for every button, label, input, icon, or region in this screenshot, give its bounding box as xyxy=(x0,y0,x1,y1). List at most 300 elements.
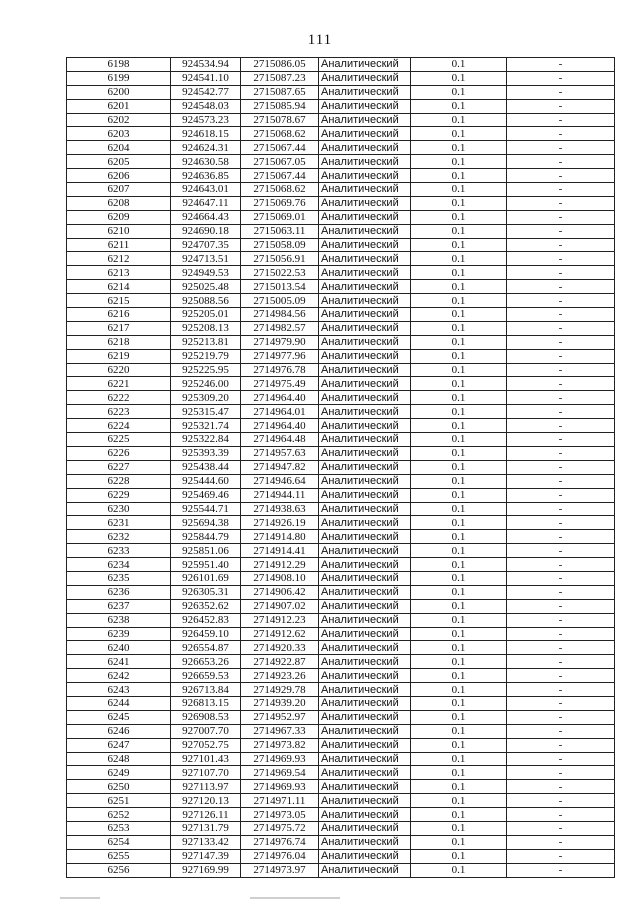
accuracy-cell: 0.1 xyxy=(411,821,507,835)
method-cell: Аналитический xyxy=(319,752,411,766)
method-cell: Аналитический xyxy=(319,530,411,544)
x-coordinate-cell: 926101.69 xyxy=(171,571,241,585)
method-cell: Аналитический xyxy=(319,488,411,502)
accuracy-cell: 0.1 xyxy=(411,808,507,822)
method-cell: Аналитический xyxy=(319,683,411,697)
method-cell: Аналитический xyxy=(319,460,411,474)
accuracy-cell: 0.1 xyxy=(411,710,507,724)
point-number-cell: 6239 xyxy=(67,627,171,641)
y-coordinate-cell: 2715087.23 xyxy=(241,71,319,85)
method-cell: Аналитический xyxy=(319,863,411,877)
y-coordinate-cell: 2714957.63 xyxy=(241,446,319,460)
y-coordinate-cell: 2715087.65 xyxy=(241,85,319,99)
y-coordinate-cell: 2714939.20 xyxy=(241,696,319,710)
table-row xyxy=(67,641,615,655)
accuracy-cell: 0.1 xyxy=(411,85,507,99)
method-cell: Аналитический xyxy=(319,641,411,655)
y-coordinate-cell: 2714912.62 xyxy=(241,627,319,641)
point-number-cell: 6205 xyxy=(67,155,171,169)
point-number-cell: 6200 xyxy=(67,85,171,99)
point-number-cell: 6209 xyxy=(67,210,171,224)
accuracy-cell: 0.1 xyxy=(411,280,507,294)
point-number-cell: 6204 xyxy=(67,141,171,155)
note-cell: - xyxy=(507,571,615,585)
note-cell: - xyxy=(507,738,615,752)
accuracy-cell: 0.1 xyxy=(411,308,507,322)
y-coordinate-cell: 2714952.97 xyxy=(241,710,319,724)
note-cell: - xyxy=(507,405,615,419)
accuracy-cell: 0.1 xyxy=(411,377,507,391)
x-coordinate-cell: 927147.39 xyxy=(171,849,241,863)
accuracy-cell: 0.1 xyxy=(411,266,507,280)
accuracy-cell: 0.1 xyxy=(411,655,507,669)
accuracy-cell: 0.1 xyxy=(411,863,507,877)
point-number-cell: 6252 xyxy=(67,808,171,822)
y-coordinate-cell: 2715078.67 xyxy=(241,113,319,127)
point-number-cell: 6219 xyxy=(67,349,171,363)
method-cell: Аналитический xyxy=(319,849,411,863)
table-row xyxy=(67,71,615,85)
y-coordinate-cell: 2714938.63 xyxy=(241,502,319,516)
x-coordinate-cell: 927131.79 xyxy=(171,821,241,835)
y-coordinate-cell: 2715068.62 xyxy=(241,127,319,141)
x-coordinate-cell: 924949.53 xyxy=(171,266,241,280)
y-coordinate-cell: 2714907.02 xyxy=(241,599,319,613)
method-cell: Аналитический xyxy=(319,85,411,99)
note-cell: - xyxy=(507,696,615,710)
x-coordinate-cell: 925851.06 xyxy=(171,544,241,558)
method-cell: Аналитический xyxy=(319,196,411,210)
point-number-cell: 6226 xyxy=(67,446,171,460)
method-cell: Аналитический xyxy=(319,252,411,266)
accuracy-cell: 0.1 xyxy=(411,183,507,197)
table-row xyxy=(67,419,615,433)
table-row xyxy=(67,808,615,822)
accuracy-cell: 0.1 xyxy=(411,419,507,433)
y-coordinate-cell: 2714975.49 xyxy=(241,377,319,391)
point-number-cell: 6206 xyxy=(67,169,171,183)
table-row xyxy=(67,724,615,738)
point-number-cell: 6211 xyxy=(67,238,171,252)
x-coordinate-cell: 925219.79 xyxy=(171,349,241,363)
table-row xyxy=(67,99,615,113)
note-cell: - xyxy=(507,502,615,516)
method-cell: Аналитический xyxy=(319,99,411,113)
y-coordinate-cell: 2714926.19 xyxy=(241,516,319,530)
method-cell: Аналитический xyxy=(319,710,411,724)
method-cell: Аналитический xyxy=(319,558,411,572)
accuracy-cell: 0.1 xyxy=(411,683,507,697)
x-coordinate-cell: 924647.11 xyxy=(171,196,241,210)
x-coordinate-cell: 927120.13 xyxy=(171,794,241,808)
x-coordinate-cell: 924573.23 xyxy=(171,113,241,127)
note-cell: - xyxy=(507,377,615,391)
method-cell: Аналитический xyxy=(319,585,411,599)
scan-artifact xyxy=(250,897,340,899)
point-number-cell: 6240 xyxy=(67,641,171,655)
note-cell: - xyxy=(507,238,615,252)
method-cell: Аналитический xyxy=(319,835,411,849)
table-row xyxy=(67,433,615,447)
x-coordinate-cell: 924548.03 xyxy=(171,99,241,113)
x-coordinate-cell: 925309.20 xyxy=(171,391,241,405)
table-row xyxy=(67,349,615,363)
accuracy-cell: 0.1 xyxy=(411,363,507,377)
table-row xyxy=(67,405,615,419)
method-cell: Аналитический xyxy=(319,669,411,683)
table-row xyxy=(67,335,615,349)
note-cell: - xyxy=(507,780,615,794)
method-cell: Аналитический xyxy=(319,308,411,322)
accuracy-cell: 0.1 xyxy=(411,835,507,849)
table-row xyxy=(67,849,615,863)
table-row xyxy=(67,599,615,613)
table-row xyxy=(67,294,615,308)
point-number-cell: 6241 xyxy=(67,655,171,669)
point-number-cell: 6221 xyxy=(67,377,171,391)
accuracy-cell: 0.1 xyxy=(411,724,507,738)
y-coordinate-cell: 2715069.76 xyxy=(241,196,319,210)
method-cell: Аналитический xyxy=(319,696,411,710)
y-coordinate-cell: 2714976.04 xyxy=(241,849,319,863)
x-coordinate-cell: 927007.70 xyxy=(171,724,241,738)
y-coordinate-cell: 2715085.94 xyxy=(241,99,319,113)
x-coordinate-cell: 926659.53 xyxy=(171,669,241,683)
note-cell: - xyxy=(507,641,615,655)
point-number-cell: 6249 xyxy=(67,766,171,780)
method-cell: Аналитический xyxy=(319,627,411,641)
table-row xyxy=(67,155,615,169)
note-cell: - xyxy=(507,530,615,544)
note-cell: - xyxy=(507,99,615,113)
accuracy-cell: 0.1 xyxy=(411,613,507,627)
accuracy-cell: 0.1 xyxy=(411,238,507,252)
x-coordinate-cell: 927133.42 xyxy=(171,835,241,849)
method-cell: Аналитический xyxy=(319,127,411,141)
method-cell: Аналитический xyxy=(319,349,411,363)
note-cell: - xyxy=(507,335,615,349)
y-coordinate-cell: 2715067.44 xyxy=(241,141,319,155)
point-number-cell: 6224 xyxy=(67,419,171,433)
note-cell: - xyxy=(507,196,615,210)
point-number-cell: 6208 xyxy=(67,196,171,210)
table-row xyxy=(67,571,615,585)
table-row xyxy=(67,446,615,460)
note-cell: - xyxy=(507,835,615,849)
point-number-cell: 6256 xyxy=(67,863,171,877)
y-coordinate-cell: 2714967.33 xyxy=(241,724,319,738)
table-row xyxy=(67,544,615,558)
accuracy-cell: 0.1 xyxy=(411,224,507,238)
accuracy-cell: 0.1 xyxy=(411,516,507,530)
y-coordinate-cell: 2715063.11 xyxy=(241,224,319,238)
note-cell: - xyxy=(507,210,615,224)
table-row xyxy=(67,224,615,238)
x-coordinate-cell: 924636.85 xyxy=(171,169,241,183)
note-cell: - xyxy=(507,349,615,363)
accuracy-cell: 0.1 xyxy=(411,252,507,266)
table-row xyxy=(67,363,615,377)
method-cell: Аналитический xyxy=(319,280,411,294)
accuracy-cell: 0.1 xyxy=(411,641,507,655)
method-cell: Аналитический xyxy=(319,210,411,224)
method-cell: Аналитический xyxy=(319,294,411,308)
method-cell: Аналитический xyxy=(319,446,411,460)
table-row xyxy=(67,169,615,183)
accuracy-cell: 0.1 xyxy=(411,794,507,808)
table-row xyxy=(67,391,615,405)
table-row xyxy=(67,460,615,474)
coordinates-table-body xyxy=(67,58,615,878)
accuracy-cell: 0.1 xyxy=(411,113,507,127)
x-coordinate-cell: 927052.75 xyxy=(171,738,241,752)
table-row xyxy=(67,613,615,627)
accuracy-cell: 0.1 xyxy=(411,58,507,72)
table-row xyxy=(67,655,615,669)
table-row xyxy=(67,738,615,752)
note-cell: - xyxy=(507,752,615,766)
method-cell: Аналитический xyxy=(319,335,411,349)
method-cell: Аналитический xyxy=(319,724,411,738)
note-cell: - xyxy=(507,266,615,280)
point-number-cell: 6223 xyxy=(67,405,171,419)
accuracy-cell: 0.1 xyxy=(411,738,507,752)
accuracy-cell: 0.1 xyxy=(411,669,507,683)
x-coordinate-cell: 924534.94 xyxy=(171,58,241,72)
y-coordinate-cell: 2715005.09 xyxy=(241,294,319,308)
method-cell: Аналитический xyxy=(319,571,411,585)
note-cell: - xyxy=(507,113,615,127)
note-cell: - xyxy=(507,127,615,141)
coordinates-table xyxy=(66,57,615,878)
point-number-cell: 6234 xyxy=(67,558,171,572)
point-number-cell: 6202 xyxy=(67,113,171,127)
note-cell: - xyxy=(507,363,615,377)
table-row xyxy=(67,683,615,697)
table-row xyxy=(67,238,615,252)
x-coordinate-cell: 927169.99 xyxy=(171,863,241,877)
point-number-cell: 6199 xyxy=(67,71,171,85)
x-coordinate-cell: 924541.10 xyxy=(171,71,241,85)
table-row xyxy=(67,183,615,197)
note-cell: - xyxy=(507,821,615,835)
method-cell: Аналитический xyxy=(319,821,411,835)
x-coordinate-cell: 925469.46 xyxy=(171,488,241,502)
note-cell: - xyxy=(507,294,615,308)
table-row xyxy=(67,766,615,780)
point-number-cell: 6216 xyxy=(67,308,171,322)
accuracy-cell: 0.1 xyxy=(411,627,507,641)
table-row xyxy=(67,752,615,766)
method-cell: Аналитический xyxy=(319,599,411,613)
table-row xyxy=(67,210,615,224)
x-coordinate-cell: 926908.53 xyxy=(171,710,241,724)
y-coordinate-cell: 2714973.97 xyxy=(241,863,319,877)
method-cell: Аналитический xyxy=(319,419,411,433)
method-cell: Аналитический xyxy=(319,183,411,197)
note-cell: - xyxy=(507,155,615,169)
note-cell: - xyxy=(507,141,615,155)
y-coordinate-cell: 2714964.01 xyxy=(241,405,319,419)
table-row xyxy=(67,488,615,502)
point-number-cell: 6250 xyxy=(67,780,171,794)
y-coordinate-cell: 2714946.64 xyxy=(241,474,319,488)
point-number-cell: 6246 xyxy=(67,724,171,738)
method-cell: Аналитический xyxy=(319,141,411,155)
x-coordinate-cell: 925315.47 xyxy=(171,405,241,419)
x-coordinate-cell: 924542.77 xyxy=(171,85,241,99)
accuracy-cell: 0.1 xyxy=(411,780,507,794)
table-row xyxy=(67,780,615,794)
note-cell: - xyxy=(507,488,615,502)
method-cell: Аналитический xyxy=(319,363,411,377)
x-coordinate-cell: 925225.95 xyxy=(171,363,241,377)
y-coordinate-cell: 2714976.74 xyxy=(241,835,319,849)
note-cell: - xyxy=(507,863,615,877)
note-cell: - xyxy=(507,544,615,558)
note-cell: - xyxy=(507,599,615,613)
note-cell: - xyxy=(507,710,615,724)
point-number-cell: 6238 xyxy=(67,613,171,627)
method-cell: Аналитический xyxy=(319,155,411,169)
accuracy-cell: 0.1 xyxy=(411,196,507,210)
point-number-cell: 6242 xyxy=(67,669,171,683)
table-row xyxy=(67,516,615,530)
point-number-cell: 6243 xyxy=(67,683,171,697)
point-number-cell: 6218 xyxy=(67,335,171,349)
x-coordinate-cell: 925088.56 xyxy=(171,294,241,308)
note-cell: - xyxy=(507,71,615,85)
note-cell: - xyxy=(507,183,615,197)
point-number-cell: 6248 xyxy=(67,752,171,766)
table-row xyxy=(67,669,615,683)
table-row xyxy=(67,558,615,572)
note-cell: - xyxy=(507,516,615,530)
y-coordinate-cell: 2714977.96 xyxy=(241,349,319,363)
point-number-cell: 6230 xyxy=(67,502,171,516)
point-number-cell: 6255 xyxy=(67,849,171,863)
note-cell: - xyxy=(507,391,615,405)
note-cell: - xyxy=(507,169,615,183)
note-cell: - xyxy=(507,419,615,433)
accuracy-cell: 0.1 xyxy=(411,155,507,169)
accuracy-cell: 0.1 xyxy=(411,766,507,780)
accuracy-cell: 0.1 xyxy=(411,558,507,572)
note-cell: - xyxy=(507,446,615,460)
y-coordinate-cell: 2714982.57 xyxy=(241,321,319,335)
y-coordinate-cell: 2714912.23 xyxy=(241,613,319,627)
x-coordinate-cell: 925321.74 xyxy=(171,419,241,433)
accuracy-cell: 0.1 xyxy=(411,530,507,544)
accuracy-cell: 0.1 xyxy=(411,696,507,710)
table-row xyxy=(67,627,615,641)
accuracy-cell: 0.1 xyxy=(411,849,507,863)
y-coordinate-cell: 2715086.05 xyxy=(241,58,319,72)
accuracy-cell: 0.1 xyxy=(411,391,507,405)
point-number-cell: 6225 xyxy=(67,433,171,447)
point-number-cell: 6253 xyxy=(67,821,171,835)
table-row xyxy=(67,821,615,835)
x-coordinate-cell: 925544.71 xyxy=(171,502,241,516)
y-coordinate-cell: 2714964.40 xyxy=(241,391,319,405)
y-coordinate-cell: 2714984.56 xyxy=(241,308,319,322)
x-coordinate-cell: 924630.58 xyxy=(171,155,241,169)
x-coordinate-cell: 925444.60 xyxy=(171,474,241,488)
method-cell: Аналитический xyxy=(319,433,411,447)
x-coordinate-cell: 925205.01 xyxy=(171,308,241,322)
accuracy-cell: 0.1 xyxy=(411,127,507,141)
x-coordinate-cell: 924690.18 xyxy=(171,224,241,238)
accuracy-cell: 0.1 xyxy=(411,405,507,419)
y-coordinate-cell: 2714969.93 xyxy=(241,752,319,766)
point-number-cell: 6232 xyxy=(67,530,171,544)
table-row xyxy=(67,321,615,335)
note-cell: - xyxy=(507,252,615,266)
point-number-cell: 6247 xyxy=(67,738,171,752)
x-coordinate-cell: 925844.79 xyxy=(171,530,241,544)
table-row xyxy=(67,696,615,710)
y-coordinate-cell: 2714969.93 xyxy=(241,780,319,794)
note-cell: - xyxy=(507,321,615,335)
y-coordinate-cell: 2714971.11 xyxy=(241,794,319,808)
y-coordinate-cell: 2714969.54 xyxy=(241,766,319,780)
x-coordinate-cell: 926305.31 xyxy=(171,585,241,599)
accuracy-cell: 0.1 xyxy=(411,321,507,335)
x-coordinate-cell: 925438.44 xyxy=(171,460,241,474)
x-coordinate-cell: 926813.15 xyxy=(171,696,241,710)
note-cell: - xyxy=(507,280,615,294)
point-number-cell: 6251 xyxy=(67,794,171,808)
table-row xyxy=(67,266,615,280)
table-row xyxy=(67,710,615,724)
y-coordinate-cell: 2715069.01 xyxy=(241,210,319,224)
y-coordinate-cell: 2715013.54 xyxy=(241,280,319,294)
table-row xyxy=(67,585,615,599)
table-row xyxy=(67,141,615,155)
point-number-cell: 6235 xyxy=(67,571,171,585)
y-coordinate-cell: 2714964.48 xyxy=(241,433,319,447)
x-coordinate-cell: 924707.35 xyxy=(171,238,241,252)
x-coordinate-cell: 925025.48 xyxy=(171,280,241,294)
method-cell: Аналитический xyxy=(319,169,411,183)
table-row xyxy=(67,794,615,808)
method-cell: Аналитический xyxy=(319,113,411,127)
point-number-cell: 6227 xyxy=(67,460,171,474)
method-cell: Аналитический xyxy=(319,71,411,85)
y-coordinate-cell: 2715067.05 xyxy=(241,155,319,169)
accuracy-cell: 0.1 xyxy=(411,599,507,613)
point-number-cell: 6231 xyxy=(67,516,171,530)
point-number-cell: 6220 xyxy=(67,363,171,377)
method-cell: Аналитический xyxy=(319,502,411,516)
note-cell: - xyxy=(507,766,615,780)
table-row xyxy=(67,252,615,266)
table-row xyxy=(67,58,615,72)
x-coordinate-cell: 925246.00 xyxy=(171,377,241,391)
table-row xyxy=(67,113,615,127)
accuracy-cell: 0.1 xyxy=(411,752,507,766)
table-row xyxy=(67,85,615,99)
accuracy-cell: 0.1 xyxy=(411,585,507,599)
y-coordinate-cell: 2714923.26 xyxy=(241,669,319,683)
note-cell: - xyxy=(507,433,615,447)
y-coordinate-cell: 2714914.41 xyxy=(241,544,319,558)
point-number-cell: 6236 xyxy=(67,585,171,599)
y-coordinate-cell: 2714964.40 xyxy=(241,419,319,433)
note-cell: - xyxy=(507,85,615,99)
scan-artifact xyxy=(60,897,100,899)
note-cell: - xyxy=(507,224,615,238)
